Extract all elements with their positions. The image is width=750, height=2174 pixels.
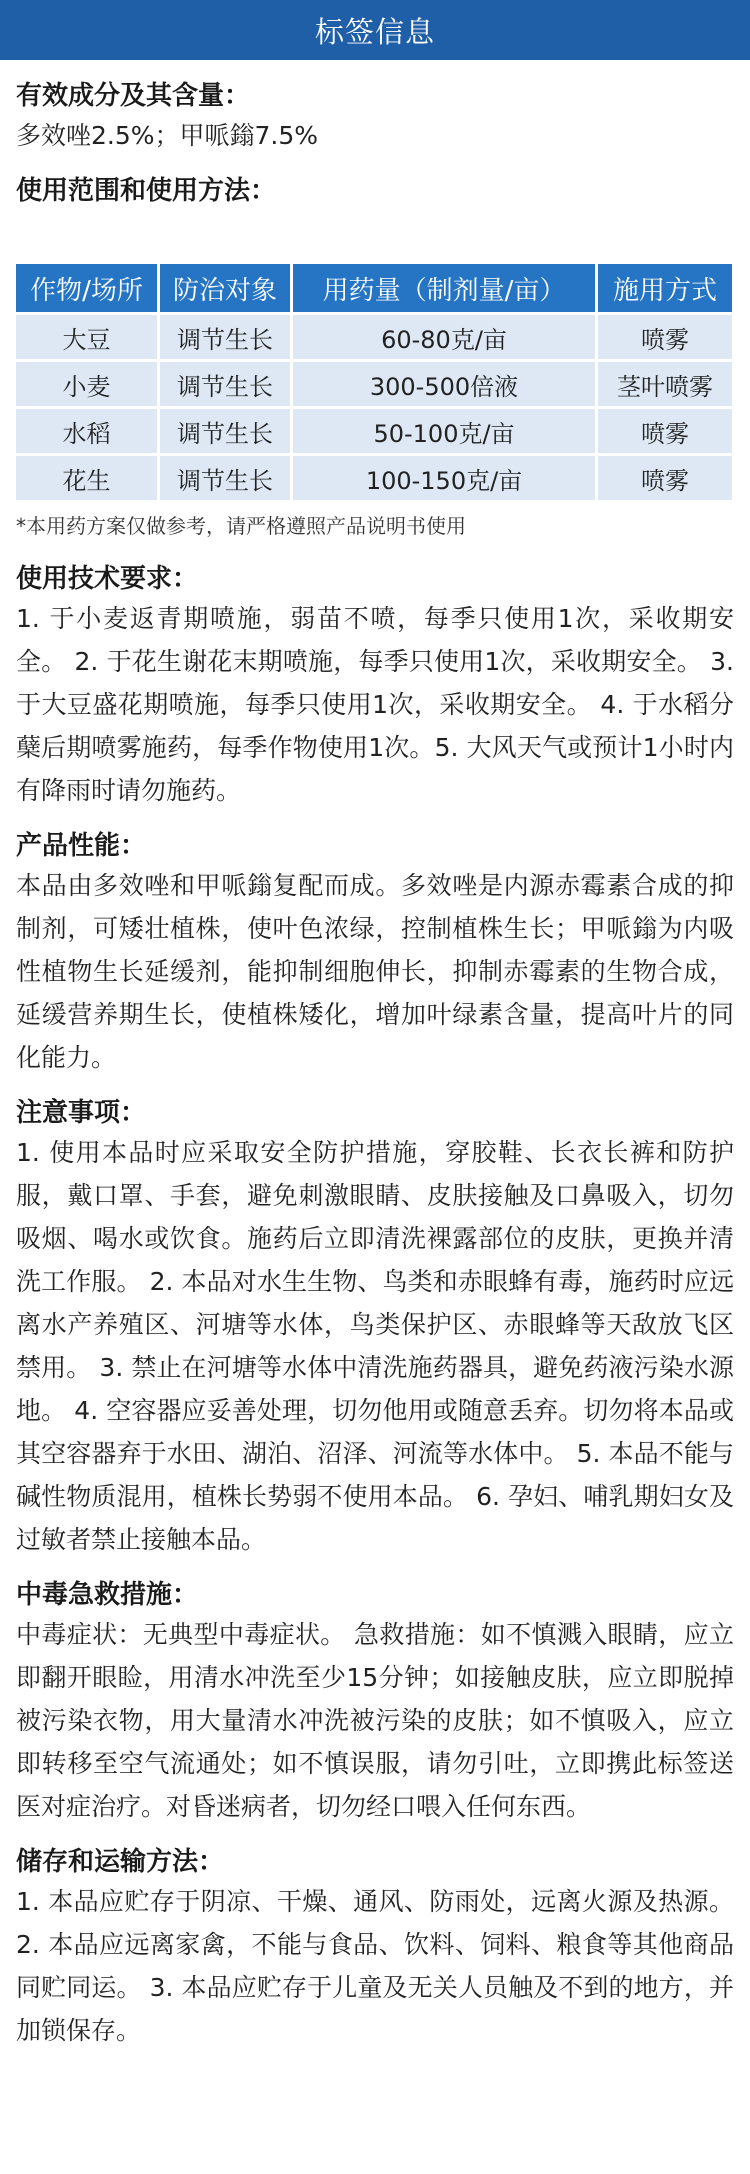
usage-table-wrap xyxy=(16,261,734,503)
spacer xyxy=(16,60,734,78)
technique-text: 1. 于小麦返青期喷施，弱苗不喷，每季只使用1次，采收期安全。 2. 于花生谢花末期喷施，每季只使用1次，采收期安全。 3. 于大豆盛花期喷施，每季只使用1次，采收期安全。 4. 于水稻分蘖后期喷雾施药，每季作物使用1次。5. 大风天气或预计1小时内有降雨时请勿施药。 xyxy=(16,604,734,805)
ingredients-heading: 有效成分及其含量： xyxy=(16,81,251,111)
table-cell: 调节生长 xyxy=(160,362,290,406)
precautions-text: 1. 使用本品时应采取安全防护措施，穿胶鞋、长衣长裤和防护服，戴口罩、手套，避免刺激眼睛、皮肤接触及口鼻吸入，切勿吸烟、喝水或饮食。施药后立即清洗裸露部位的皮肤，更换并清洗工作服。 2. 本品对水生生物、鸟类和赤眼蜂有毒，施药时应远离水产养殖区、河塘等水体，鸟类保护区、赤眼蜂等天敌放飞区禁用。 3. 禁止在河塘等水体中清洗施药器具，避免药液污染水源地。 4. 空容器应妥善处理，切勿他用或随意丢弃。切勿将本品或其空容器弃于水田、湖泊、沼泽、河流等水体中。 5. 本品不能与碱性物质混用，植株长势弱不使用本品。 6. 孕妇、哺乳期妇女及过敏者禁止接触本品。 xyxy=(16,1138,734,1554)
first-aid-heading: 中毒急救措施： xyxy=(16,1580,199,1610)
table-row xyxy=(16,409,732,453)
column-header-method: 施用方式 xyxy=(598,264,732,312)
precautions-heading: 注意事项： xyxy=(16,1098,147,1128)
table-row xyxy=(16,456,732,500)
storage-text: 1. 本品应贮存于阴凉、干燥、通风、防雨处，远离火源及热源。 2. 本品应远离家禽，不能与食品、饮料、饲料、粮食等其他商品同贮同运。 3. 本品应贮存于儿童及无关人员触及不到的地方，并加锁保存。 xyxy=(16,1887,734,2045)
usage-note: *本用药方案仅做参考，请严格遵照产品说明书使用 xyxy=(16,514,466,538)
column-header-crop: 作物/场所 xyxy=(16,264,157,312)
table-cell: 水稻 xyxy=(16,409,157,453)
performance-text: 本品由多效唑和甲哌鎓复配而成。多效唑是内源赤霉素合成的抑制剂，可矮壮植株，使叶色浓绿，控制植株生长；甲哌鎓为内吸性植物生长延缓剂，能抑制细胞伸长，抑制赤霉素的生物合成，延缓营养期生长，使植株矮化，增加叶绿素含量，提高叶片的同化能力。 xyxy=(16,871,734,1072)
ingredients-section xyxy=(16,78,734,157)
table-cell: 调节生长 xyxy=(160,456,290,500)
table-cell: 大豆 xyxy=(16,315,157,359)
column-header-target: 防治对象 xyxy=(160,264,290,312)
technique-heading: 使用技术要求： xyxy=(16,564,199,594)
column-header-dosage: 用药量（制剂量/亩） xyxy=(293,264,595,312)
label-content xyxy=(0,60,750,2052)
storage-heading: 储存和运输方法： xyxy=(16,1847,225,1877)
precautions-section xyxy=(16,1095,734,1561)
table-cell: 喷雾 xyxy=(598,456,732,500)
usage-section xyxy=(16,173,734,539)
first-aid-section xyxy=(16,1577,734,1828)
table-cell: 调节生长 xyxy=(160,409,290,453)
usage-table xyxy=(13,261,735,503)
table-cell: 60-80克/亩 xyxy=(293,315,595,359)
technique-section xyxy=(16,561,734,812)
table-cell: 花生 xyxy=(16,456,157,500)
table-cell: 小麦 xyxy=(16,362,157,406)
table-cell: 50-100克/亩 xyxy=(293,409,595,453)
table-cell: 100-150克/亩 xyxy=(293,456,595,500)
first-aid-text: 中毒症状：无典型中毒症状。 急救措施：如不慎溅入眼睛，应立即翻开眼睑，用清水冲洗至少15分钟；如接触皮肤，应立即脱掉被污染衣物，用大量清水冲洗被污染的皮肤；如不慎吸入，应立即转移至空气流通处；如不慎误服，请勿引吐，立即携此标签送医对症治疗。对昏迷病者，切勿经口喂入任何东西。 xyxy=(16,1620,734,1821)
usage-heading: 使用范围和使用方法： xyxy=(16,176,277,206)
table-cell: 喷雾 xyxy=(598,409,732,453)
storage-section xyxy=(16,1844,734,2052)
table-row xyxy=(16,362,732,406)
performance-section xyxy=(16,828,734,1079)
table-header-row xyxy=(16,264,732,312)
table-cell: 茎叶喷雾 xyxy=(598,362,732,406)
header-bar xyxy=(0,0,750,60)
ingredients-text: 多效唑2.5%；甲哌鎓7.5% xyxy=(16,121,319,150)
table-row xyxy=(16,315,732,359)
table-cell: 300-500倍液 xyxy=(293,362,595,406)
table-cell: 调节生长 xyxy=(160,315,290,359)
page-title: 标签信息 xyxy=(314,14,435,49)
table-cell: 喷雾 xyxy=(598,315,732,359)
performance-heading: 产品性能： xyxy=(16,831,147,861)
